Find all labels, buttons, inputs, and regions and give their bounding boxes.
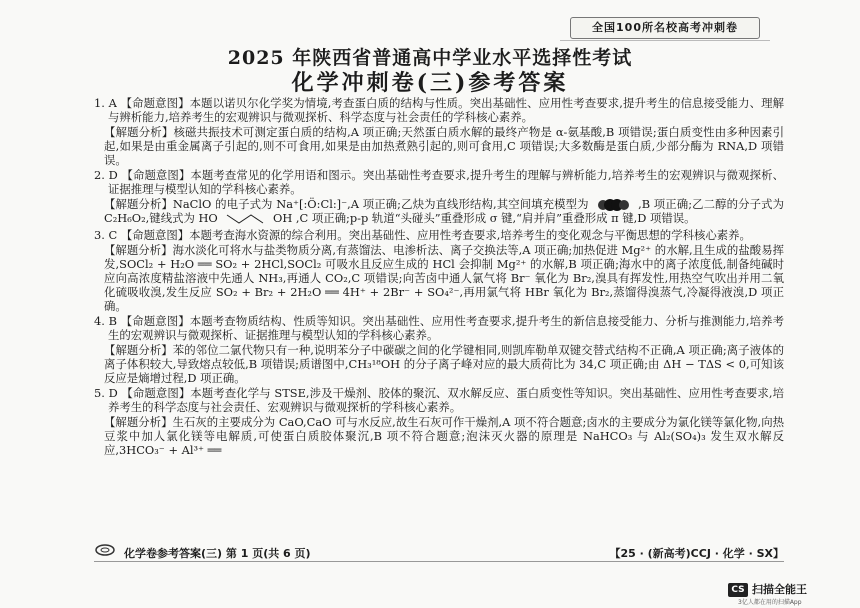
q1-intent: 1. A 【命题意图】本题以诺贝尔化学奖为情境,考查蛋白质的结构与性质。突出基础性、应用性考查要求,提升考生的信息接受能力、理解与辨析能力,培养考生的宏观辨识与微观探析、科学态度与社会责任的学科核心素养。 — [94, 96, 784, 124]
exam-title: 2025 年陕西省普通高中学业水平选择性考试 — [227, 47, 633, 69]
q4-intent: 4. B 【命题意图】本题考查物质结构、性质等知识。突出基础性、应用性考查要求,提升考生的新信息接受能力、分析与推测能力,培养考生的宏观辨识与微观探析、证据推理与模型认知的学科核心素养。 — [94, 314, 784, 342]
footer-code: 【25 · (新高考)CCJ · 化学 · SX】 — [609, 547, 784, 560]
watermark-name: 扫描全能王 — [752, 583, 807, 596]
q5-analysis: 【解题分析】生石灰的主要成分为 CaO,CaO 可与水反应,故生石灰可作干燥剂,A 项不符合题意;卤水的主要成分为氯化镁等氯化物,向热豆浆中加人氯化镁等电解质,可使蛋白质胶体聚沉,B 项不符合题意;泡沫灭火器的原理是 NaHCO₃ 与 Al₂(SO₄)₃ 发生双水解反应,3HCO₃⁻ + Al³⁺ ══ — [104, 415, 784, 457]
q2-analysis-1 — [94, 197, 784, 227]
q4-analysis: 【解题分析】苯的邻位二氯代物只有一种,说明苯分子中碳碳之间的化学键相同,则凯库勒单双键交替式结构不正确,A 项正确;离子液体的离子体积较大,导致熔点较低,B 项错误;质谱图中,CH₃¹⁸OH 的分子离子峰对应的最大质荷比为 34,C 项正确;由 ΔH − TΔS < 0,可知该反应是熵增过程,D 项正确。 — [104, 343, 784, 385]
series-badge: 全国100所名校高考冲刺卷 — [570, 17, 760, 39]
q2-analysis-text-a: 【解题分析】NaClO 的电子式为 Na⁺[:Ö:Cl:]⁻,A 项正确;乙炔为直线形结构,其空间填充模型为 — [104, 197, 589, 211]
header-rule — [560, 40, 770, 41]
q2-analysis-text-c: OH ,C 项正确;p-p 轨道“头碰头”重叠形成 σ 键,“肩并肩”重叠形成 π 键,D 项错误。 — [273, 211, 696, 225]
q1-analysis: 【解题分析】核磁共振技术可测定蛋白质的结构,A 项正确;天然蛋白质水解的最终产物是 α-氨基酸,B 项错误;蛋白质变性由多种因素引起,如果是由重金属离子引起的,则不可食用,如果是由加热煮熟引起的,则可食用,C 项错误;大多数酶是蛋白质,少部分酶为 RNA,D 项错误。 — [104, 125, 784, 167]
q2-intent: 2. D 【命题意图】本题考查常见的化学用语和图示。突出基础性考查要求,提升考生的理解与辨析能力,培养考生的宏观辨识与微观探析、证据推理与模型认知的学科核心素养。 — [94, 168, 784, 196]
q5-intent: 5. D 【命题意图】本题考查化学与 STSE,涉及干燥剂、胶体的聚沉、双水解反应、蛋白质变性等知识。突出基础性、应用性考查要求,培养考生的科学态度与社会责任、宏观辨识与微观探析的学科核心素养。 — [94, 386, 784, 414]
q3-intent: 3. C 【命题意图】本题考查海水资源的综合利用。突出基础性、应用性考查要求,培养考生的变化观念与平衡思想的学科核心素养。 — [94, 228, 751, 242]
footer-rule — [94, 561, 784, 562]
q3-analysis: 【解题分析】海水淡化可将水与盐类物质分离,有蒸馏法、电渗析法、离子交换法等,A 项正确;加热促进 Mg²⁺ 的水解,且生成的盐酸易挥发,SOCl₂ + H₂O ══ SO₂ + 2HCl,SOCl₂ 可吸水且反应生成的 HCl 会抑制 Mg²⁺ 的水解,B 项正确;海水中的离子浓度低,制备纯碱时应向高浓度精盐溶液中先通人 NH₃,再通人 CO₂,C 项错误;向苦卤中通人氯气将 Br⁻ 氧化为 Br₂,溴具有挥发性,用热空气吹出并用二氧化硫吸收溴,发生反应 SO₂ + Br₂ + 2H₂O ══ 4H⁺ + 2Br⁻ + SO₄²⁻,再用氯气将 HBr 氧化为 Br₂,蒸馏得溴蒸气,冷凝得液溴,D 项正确。 — [104, 243, 784, 313]
answer-key-title: 化学冲刺卷(三)参考答案 — [291, 70, 569, 96]
camscanner-logo-icon: CS — [728, 583, 748, 597]
swirl-logo-icon — [94, 543, 116, 557]
watermark-tagline: 3亿人都在用的扫描App — [738, 599, 802, 606]
answer-content — [94, 96, 784, 458]
acetylene-space-filling-model-icon — [596, 199, 630, 211]
footer-page-info: 化学卷参考答案(三) 第 1 页(共 6 页) — [124, 547, 311, 560]
glycol-skeletal-formula-icon — [225, 211, 265, 227]
q2-analysis-text-b: ,B 项正确;乙二醇的分子式为 C₂H₆O₂,键线式为 HO — [104, 197, 784, 225]
